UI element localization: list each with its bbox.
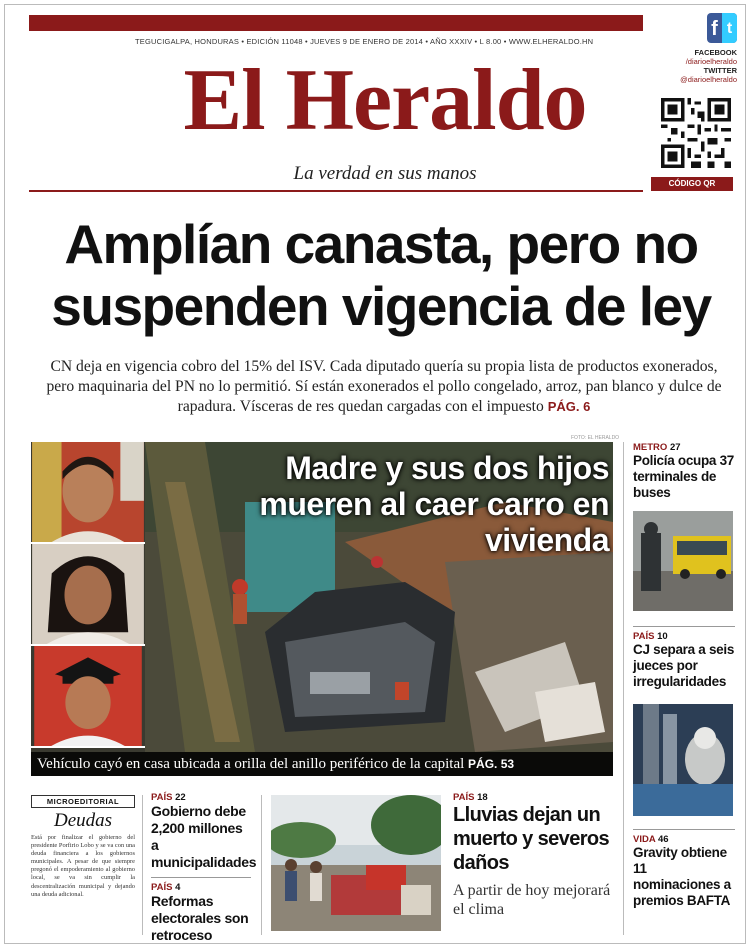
front-page — [4, 4, 746, 944]
qr-code-label: CÓDIGO QR — [651, 177, 733, 191]
section-name: METRO — [633, 442, 668, 453]
masthead-rule — [29, 190, 643, 192]
sidebar-headline: Policía ocupa 37 terminales de buses — [633, 453, 734, 500]
lead-deck — [39, 357, 729, 417]
dateline: TEGUCIGALPA, HONDURAS • EDICIÓN 11048 • JUEVES 9 DE ENERO DE 2014 • AÑO XXXIV • L 8.00 • WWW.ELHERALDO.HN — [135, 37, 594, 46]
portrait-column — [31, 442, 145, 752]
portrait-mother-photo — [31, 544, 145, 646]
column-divider — [261, 795, 262, 935]
slogan: La verdad en sus manos — [293, 163, 477, 184]
social-block — [661, 13, 737, 84]
portrait-boy-photo — [31, 442, 145, 544]
section-page: 10 — [657, 631, 668, 642]
section-name: PAÍS — [151, 882, 173, 893]
photo-caption — [31, 752, 613, 776]
rains-headline: Lluvias dejan un muerto y severos daños — [453, 804, 610, 874]
section-page: 27 — [669, 442, 681, 453]
twitter-handle[interactable]: @diarioelheraldo — [680, 75, 737, 84]
portrait-child-photo — [31, 646, 145, 748]
qr-code-icon[interactable] — [661, 98, 731, 168]
microeditorial-title: Deudas — [53, 810, 113, 831]
twitter-label: TWITTER — [703, 66, 737, 75]
section-page: 18 — [477, 792, 488, 803]
sidebar-item-metro[interactable] — [633, 442, 735, 501]
right-sidebar — [633, 442, 735, 909]
rains-deck: A partir de hoy mejorará el clima — [453, 882, 611, 918]
photo-headline[interactable]: Madre y sus dos hijos mueren al caer carro en vivienda — [259, 450, 609, 558]
section-label — [151, 792, 251, 803]
brief-divider — [151, 877, 251, 878]
sidebar-headline: Gravity obtiene 11 nominaciones a premios BAFTA — [633, 845, 731, 908]
photo-page-ref[interactable]: PÁG. 53 — [468, 757, 515, 771]
rains-story[interactable] — [453, 792, 617, 919]
brief-headline: Reformas electorales son retroceso — [151, 893, 249, 943]
section-label — [453, 792, 617, 803]
sidebar-divider — [633, 829, 735, 830]
section-page: 22 — [175, 792, 186, 803]
microeditorial[interactable] — [31, 795, 135, 899]
section-page: 4 — [175, 882, 181, 893]
microeditorial-tag: MICROEDITORIAL — [31, 795, 135, 808]
brief-debt[interactable] — [151, 792, 257, 871]
facebook-handle[interactable]: /diarioelheraldo — [685, 57, 737, 66]
facebook-twitter-icon[interactable]: f t — [707, 13, 737, 43]
brief-reforms[interactable] — [151, 882, 251, 944]
rains-photo — [271, 795, 441, 931]
bus-terminal-photo — [633, 511, 733, 611]
section-label — [633, 834, 735, 845]
newspaper-title[interactable]: El Heraldo — [183, 52, 587, 149]
lead-deck-text: CN deja en vigencia cobro del 15% del ISV. Cada diputado quería su propia lista de productos exonerados, pero maquinaria del PN no lo permitió. Sí están exonerados el pollo congelado, arroz, pan blanco y dulce de rapadura. Vísceras de res quedan cargadas con el impuesto — [46, 358, 722, 415]
column-divider — [142, 795, 143, 935]
brief-headline: Gobierno debe 2,200 millones a municipalidades — [151, 803, 257, 870]
gravity-film-photo — [633, 704, 733, 816]
photo-caption-text: Vehículo cayó en casa ubicada a orilla del anillo periférico de la capital — [37, 756, 465, 772]
section-name: VIDA — [633, 834, 656, 845]
section-label — [633, 631, 735, 642]
section-name: PAÍS — [633, 631, 655, 642]
lead-page-ref[interactable]: PÁG. 6 — [547, 399, 591, 414]
section-label — [151, 882, 251, 893]
sidebar-item-vida[interactable] — [633, 834, 735, 909]
section-label — [633, 442, 735, 453]
photo-story[interactable] — [31, 442, 613, 776]
section-name: PAÍS — [453, 792, 475, 803]
masthead-top-bar — [29, 15, 643, 31]
sidebar-headline: CJ separa a seis jueces por irregularidades — [633, 642, 735, 689]
lead-headline-line-1: Amplían canasta, pero no — [64, 213, 698, 275]
sidebar-item-pais[interactable] — [633, 631, 735, 690]
microeditorial-body: Está por finalizar el gobierno del presidente Porfirio Lobo y se va con una deuda financiera a los gobiernos municipales. A pesar de que siempre pregonó el empoderamiento al gobierno local, se va sin cumplir la descentralización municipal y dejando una deuda adicional. — [31, 834, 135, 898]
lead-headline[interactable] — [25, 213, 737, 337]
sidebar-divider-vertical — [623, 442, 624, 935]
section-page: 46 — [658, 834, 669, 845]
briefs-column — [151, 792, 257, 944]
sidebar-divider — [633, 626, 735, 627]
lead-headline-line-2: suspenden vigencia de ley — [51, 275, 711, 337]
section-name: PAÍS — [151, 792, 173, 803]
photo-credit: FOTO: EL HERALDO — [571, 435, 620, 441]
facebook-label: FACEBOOK — [694, 48, 737, 57]
